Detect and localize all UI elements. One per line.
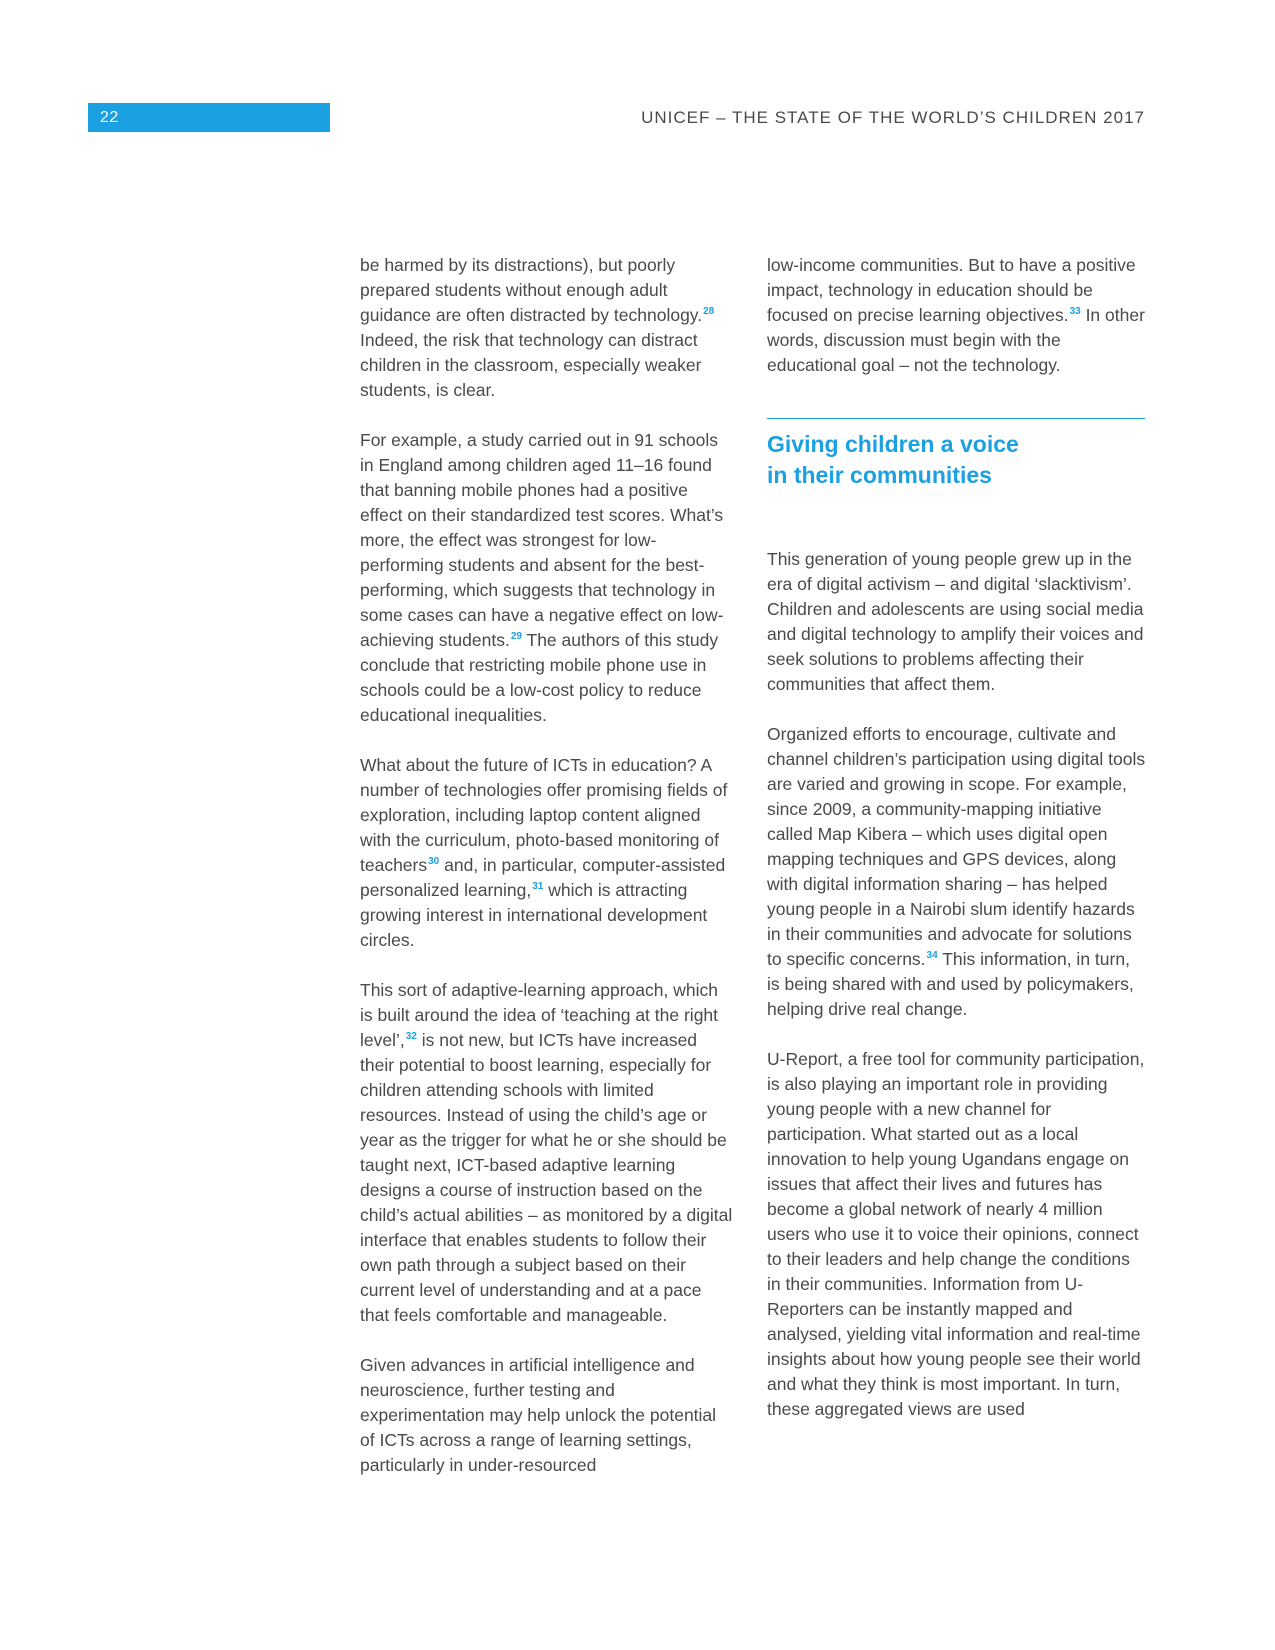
paragraph: This generation of young people grew up in the era of digital activism – and digital ‘slacktivism’. Children and adolescents are using social media and digital technology to amplify their voices and seek solutions to problems affecting their communities that affect them. <box>767 549 1144 694</box>
paragraph: low-income communities. But to have a positive impact, technology in education should be focused on precise learning objectives.$^{33}$ In other words, discussion must begin with the educational goal – not the technology. <box>767 255 1145 375</box>
footnote-ref[interactable]: 31 <box>532 881 544 893</box>
paragraph: For example, a study carried out in 91 schools in England among children aged 11–16 found that banning mobile phones had a positive effect on their standardized test scores. What’s more, the effect was strongest for low-performing students and absent for the best-performing, which suggests that technology in some cases can have a negative effect on low-achieving students.$^{29}$ The authors of this study conclude that restricting mobile phone use in schools could be a low-cost policy to reduce educational inequalities. <box>360 430 724 725</box>
footnote-ref[interactable]: 28 <box>703 306 715 318</box>
footnote-ref[interactable]: 32 <box>405 1031 417 1043</box>
paragraph: Organized efforts to encourage, cultivate and channel children’s participation using digital tools are varied and growing in scope. For example, since 2009, a community-mapping initiative called Map Kibera – which uses digital open mapping techniques and GPS devices, along with digital information sharing – has helped young people in a Nairobi slum identify hazards in their communities and advocate for solutions to specific concerns.$^{34}$ This information, in turn, is being shared with and used by policymakers, helping drive real change. <box>767 724 1146 1019</box>
section-divider <box>767 418 1145 419</box>
paragraph: What about the future of ICTs in education? A number of technologies offer promising fields of exploration, including laptop content aligned with the curriculum, photo-based monitoring of teachers$^{30}$ and, in particular, computer-assisted personalized learning,$^{31}$ which is attracting growing interest in international development circles. <box>360 755 728 950</box>
right-column <box>767 253 1147 1447</box>
page-number-tab <box>88 103 330 132</box>
section-heading: Giving children a voice in their communities <box>767 431 1019 488</box>
paragraph: U-Report, a free tool for community participation, is also playing an important role in providing young people with a new channel for participation. What started out as a local innovation to help young Ugandans engage on issues that affect their lives and futures has become a global network of nearly 4 million users who use it to voice their opinions, connect to their leaders and help change the conditions in their communities. Information from U-Reporters can be instantly mapped and analysed, yielding vital information and real-time insights about how young people see their world and what they think is most important. In turn, these aggregated views are used <box>767 1049 1145 1419</box>
page-number: 22 <box>100 109 119 126</box>
left-column <box>360 253 735 1503</box>
running-title: UNICEF – THE STATE OF THE WORLD’S CHILDREN 2017 <box>641 108 1145 127</box>
paragraph: This sort of adaptive-learning approach, which is built around the idea of ‘teaching at the right level’,$^{32}$ is not new, but ICTs have increased their potential to boost learning, especially for children attending schools with limited resources. Instead of using the child’s age or year as the trigger for what he or she should be taught next, ICT-based adaptive learning designs a course of instruction based on the child’s actual abilities – as monitored by a digital interface that enables students to follow their own path through a subject based on their current level of understanding and at a pace that feels comfortable and manageable. <box>360 980 733 1325</box>
footnote-ref[interactable]: 29 <box>510 631 522 643</box>
paragraph: be harmed by its distractions), but poorly prepared students without enough adult guidance are often distracted by technology.$^{28}$ Indeed, the risk that technology can distract children in the classroom, especially weaker students, is clear. <box>360 255 715 400</box>
paragraph: Given advances in artificial intelligence and neuroscience, further testing and experimentation may help unlock the potential of ICTs across a range of learning settings, particularly in under-resourced <box>360 1355 717 1475</box>
footnote-ref[interactable]: 33 <box>1069 306 1081 318</box>
footnote-ref[interactable]: 30 <box>428 856 440 868</box>
footnote-ref[interactable]: 34 <box>926 950 938 962</box>
